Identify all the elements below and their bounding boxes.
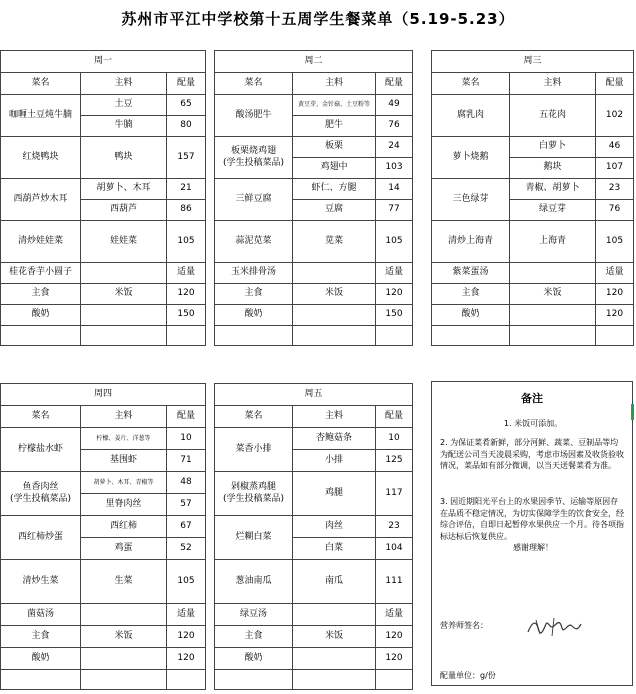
amount: 111 [376,560,413,604]
amount: 107 [596,158,634,179]
dish-name: 西葫芦炒木耳 [1,179,81,221]
amount: 适量 [376,263,413,284]
dish-name [1,472,81,516]
amount: 86 [167,200,206,221]
amount: 71 [167,450,206,472]
ingredient: 米饭 [293,284,376,305]
col-main-header: 主料 [293,73,376,95]
dish-name [215,472,293,516]
amount: 120 [376,648,413,670]
amount: 105 [167,560,206,604]
student-submission-note: (学生投稿菜品) [222,157,285,168]
dish-name: 咖喱土豆炖牛腩 [1,95,81,137]
amount: 103 [376,158,413,179]
ingredient: 鹅块 [510,158,596,179]
day-header: 周三 [432,51,634,73]
student-submission-note: (学生投稿菜品) [222,493,285,504]
ingredient: 苋菜 [293,221,376,263]
ingredient [81,263,167,284]
ingredient [293,305,376,326]
ingredient: 五花肉 [510,95,596,137]
note-item-2: 2. 为保证菜肴新鲜，部分河鲜、蔬菜、豆制品等均为配送公司当天凌晨采购，考虑市场因素及收货验收情况，菜品如有部分微调，以当天送餐菜肴为准。 [440,438,624,471]
dish-name [215,137,293,179]
day-header: 周四 [1,384,206,406]
amount: 125 [376,450,413,472]
amount: 120 [376,626,413,648]
menu-table-friday [214,383,413,690]
amount: 150 [167,305,206,326]
page-title: 苏州市平江中学校第十五周学生餐菜单（5.19-5.23） [121,10,515,28]
menu-table-thursday [0,383,206,690]
amount: 适量 [376,604,413,626]
dish-name: 主食 [432,284,510,305]
amount: 48 [167,472,206,494]
amount: 24 [376,137,413,158]
dish-name: 主食 [215,626,293,648]
day-header: 周一 [1,51,206,73]
day-header: 周五 [215,384,413,406]
col-dish-header: 菜名 [215,73,293,95]
dish-name: 柠檬盐水虾 [1,428,81,472]
ingredient: 虾仁、方腿 [293,179,376,200]
amount: 104 [376,538,413,560]
ingredient [510,305,596,326]
dish-name: 清炒娃娃菜 [1,221,81,263]
col-amount-header: 配量 [167,73,206,95]
menu-table-monday [0,50,206,346]
dish-name: 三色绿芽 [432,179,510,221]
ingredient: 鸡翅中 [293,158,376,179]
dish-name: 主食 [1,284,81,305]
ingredient: 白菜 [293,538,376,560]
amount: 120 [167,648,206,670]
menu-table-tuesday [214,50,413,346]
notes-title: 备注 [521,392,543,405]
dish-name: 主食 [1,626,81,648]
col-main-header: 主料 [510,73,596,95]
ingredient [293,263,376,284]
ingredient: 西葫芦 [81,200,167,221]
col-dish-header: 菜名 [215,406,293,428]
col-amount-header: 配量 [376,73,413,95]
ingredient: 米饭 [510,284,596,305]
ingredient: 豆腐 [293,200,376,221]
amount: 65 [167,95,206,116]
col-main-header: 主料 [293,406,376,428]
amount: 120 [376,284,413,305]
amount: 157 [167,137,206,179]
ingredient: 上海青 [510,221,596,263]
ingredient: 基围虾 [81,450,167,472]
dish-name: 菌菇汤 [1,604,81,626]
note-item-3-text: 3. 因近期阳光平台上的水果因季节、运输等原因存在品质不稳定情况，为切实保障学生的饮食安全，经综合评估，自即日起暂停水果供应一个月。待各项指标达标后恢复供应。 [440,497,624,541]
ingredient: 鸡蛋 [81,538,167,560]
ingredient [81,648,167,670]
amount: 80 [167,116,206,137]
dish-name: 酸奶 [215,648,293,670]
ingredient: 鸭块 [81,137,167,179]
unit-label: 配量单位：g/份 [440,671,496,680]
ingredient: 白萝卜 [510,137,596,158]
ingredient: 牛腩 [81,116,167,137]
amount: 49 [376,95,413,116]
amount: 23 [376,516,413,538]
dish-name-line: 鱼香肉丝 [22,482,59,493]
col-amount-header: 配量 [167,406,206,428]
col-amount-header: 配量 [376,406,413,428]
signature-label: 营养师签名： [440,621,488,630]
ingredient [293,648,376,670]
amount: 76 [596,200,634,221]
note-item-3 [440,496,626,554]
handwritten-signature [524,614,584,640]
amount: 适量 [596,263,634,284]
amount: 10 [376,428,413,450]
dish-name: 葱油南瓜 [215,560,293,604]
dish-name: 腐乳肉 [432,95,510,137]
student-submission-note: (学生投稿菜品) [9,493,72,504]
ingredient: 南瓜 [293,560,376,604]
amount: 适量 [167,263,206,284]
ingredient: 土豆 [81,95,167,116]
amount: 117 [376,472,413,516]
ingredient: 肉丝 [293,516,376,538]
ingredient [81,305,167,326]
col-amount-header: 配量 [596,73,634,95]
dish-name: 萝卜烧鹅 [432,137,510,179]
dish-name: 烂糊白菜 [215,516,293,560]
amount: 120 [596,284,634,305]
ingredient: 杏鲍菇条 [293,428,376,450]
dish-name: 三鲜豆腐 [215,179,293,221]
menu-table-wednesday [431,50,634,346]
amount: 105 [167,221,206,263]
day-header: 周二 [215,51,413,73]
dish-name: 酸奶 [1,305,81,326]
dish-name: 酸奶 [1,648,81,670]
ingredient: 生菜 [81,560,167,604]
col-dish-header: 菜名 [1,73,81,95]
amount: 10 [167,428,206,450]
amount: 102 [596,95,634,137]
dish-name: 西红柿炒蛋 [1,516,81,560]
amount: 120 [596,305,634,326]
amount: 52 [167,538,206,560]
amount: 105 [376,221,413,263]
amount: 77 [376,200,413,221]
dish-name: 桂花香芋小圆子 [1,263,81,284]
amount: 46 [596,137,634,158]
amount: 150 [376,305,413,326]
ingredient: 肥牛 [293,116,376,137]
amount: 57 [167,494,206,516]
ingredient: 板栗 [293,137,376,158]
ingredient: 米饭 [293,626,376,648]
ingredient [81,604,167,626]
amount: 76 [376,116,413,137]
amount: 21 [167,179,206,200]
notes-panel [431,381,633,686]
dish-name: 清炒生菜 [1,560,81,604]
ingredient [293,604,376,626]
ingredient: 青椒、胡萝卜 [510,179,596,200]
ingredient: 黄豆芽、金针菇、土豆粉等 [293,95,376,116]
dish-name: 清炒上海青 [432,221,510,263]
ingredient: 米饭 [81,284,167,305]
amount: 120 [167,626,206,648]
dish-name: 蒜泥苋菜 [215,221,293,263]
ingredient: 柠檬、姜片、洋葱等 [81,428,167,450]
ingredient: 小排 [293,450,376,472]
amount: 适量 [167,604,206,626]
dish-name: 酸奶 [432,305,510,326]
scrollbar-marker [631,404,634,420]
note-thanks: 感谢理解！ [513,543,553,553]
dish-name: 玉米排骨汤 [215,263,293,284]
col-dish-header: 菜名 [1,406,81,428]
ingredient: 胡萝卜、木耳 [81,179,167,200]
amount: 67 [167,516,206,538]
ingredient: 米饭 [81,626,167,648]
ingredient: 绿豆芽 [510,200,596,221]
dish-name: 紫菜蛋汤 [432,263,510,284]
ingredient: 里脊肉丝 [81,494,167,516]
amount: 23 [596,179,634,200]
amount: 105 [596,221,634,263]
ingredient: 娃娃菜 [81,221,167,263]
ingredient: 西红柿 [81,516,167,538]
col-dish-header: 菜名 [432,73,510,95]
dish-name-line: 剁椒蒸鸡腿 [230,482,276,493]
col-main-header: 主料 [81,73,167,95]
dish-name: 酸奶 [215,305,293,326]
dish-name: 绿豆汤 [215,604,293,626]
dish-name: 菜香小排 [215,428,293,472]
dish-name-line: 板栗烧鸡翅 [230,146,276,157]
ingredient: 鸡腿 [293,472,376,516]
note-item-1: 1. 米饭可添加。 [503,419,563,428]
dish-name: 主食 [215,284,293,305]
amount: 14 [376,179,413,200]
amount: 120 [167,284,206,305]
ingredient [510,263,596,284]
dish-name: 红烧鸭块 [1,137,81,179]
ingredient: 胡萝卜、木耳、青椒等 [81,472,167,494]
dish-name: 酸汤肥牛 [215,95,293,137]
col-main-header: 主料 [81,406,167,428]
